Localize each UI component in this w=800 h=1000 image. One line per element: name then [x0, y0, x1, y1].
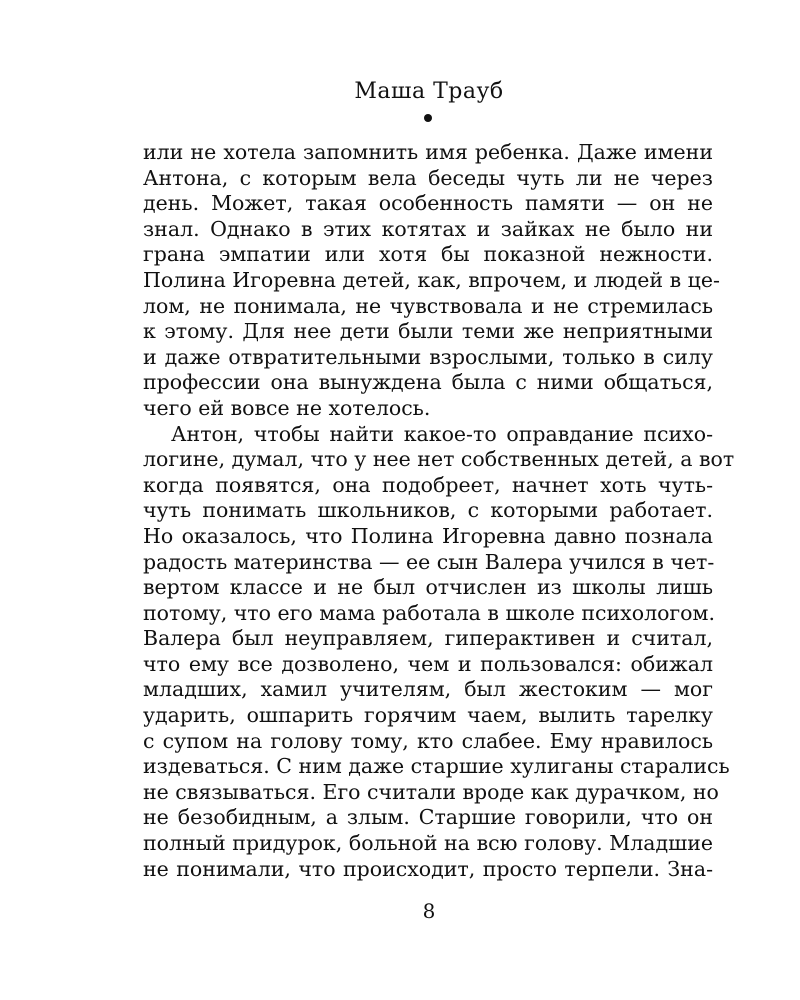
text-line: вертом классе и не был отчислен из школы лишь: [143, 575, 713, 600]
body-text: [143, 140, 735, 882]
text-line: профессии она вынуждена была с ними общаться,: [143, 370, 713, 395]
text-line: Но оказалось, что Полина Игоревна давно познала: [143, 523, 713, 548]
text-line: чуть понимать школьников, с которыми работает.: [143, 498, 713, 523]
page-number: 8: [422, 899, 436, 923]
text-line: не безобидным, а злым. Старшие говорили, что он: [143, 805, 713, 830]
text-line: что ему все дозволено, чем и пользовался: обижал: [143, 651, 713, 676]
text-line: логине, думал, что у нее нет собственных детей, а вот: [143, 447, 735, 472]
text-line: с супом на голову тому, кто слабее. Ему нравилось: [143, 728, 713, 753]
text-line: чего ей вовсе не хотелось.: [143, 395, 431, 420]
text-line: младших, хамил учителям, был жестоким — мог: [143, 677, 713, 702]
text-line: не связываться. Его считали вроде как дурачком, но: [143, 779, 719, 804]
text-line: к этому. Для нее дети были теми же неприятными: [143, 319, 713, 344]
text-line: ударить, ошпарить горячим чаем, вылить тарелку: [143, 703, 713, 728]
paragraph: [143, 421, 735, 883]
text-line: Антон, чтобы найти какое-то оправдание психо-: [171, 421, 713, 446]
text-line: день. Может, такая особенность памяти — он не: [143, 191, 713, 216]
text-line: грана эмпатии или хотя бы показной нежности.: [143, 242, 713, 267]
ornament-dot: [424, 114, 432, 122]
text-line: полный придурок, больной на всю голову. Младшие: [143, 831, 713, 856]
text-line: Антона, с которым вела беседы чуть ли не через: [143, 165, 713, 190]
running-head-author: Маша Трауб: [354, 79, 504, 104]
text-line: издеваться. С ним даже старшие хулиганы старались: [143, 754, 730, 779]
text-line: или не хотела запомнить имя ребенка. Даже имени: [143, 140, 713, 164]
text-line: и даже отвратительными взрослыми, только в силу: [143, 344, 713, 369]
text-line: лом, не понимала, не чувствовала и не стремилась: [143, 293, 713, 318]
text-line: потому, что его мама работала в школе психологом.: [143, 600, 715, 625]
text-line: Валера был неуправляем, гиперактивен и считал,: [143, 626, 713, 651]
text-line: знал. Однако в этих котятах и зайках не было ни: [143, 216, 713, 241]
paragraph: [143, 140, 720, 422]
text-line: когда появятся, она подобреет, начнет хоть чуть-: [143, 472, 713, 497]
text-line: радость материнства — ее сын Валера учился в чет-: [143, 549, 715, 574]
text-line: не понимали, что происходит, просто терпели. Зна-: [143, 856, 713, 881]
text-line: Полина Игоревна детей, как, впрочем, и людей в це-: [143, 267, 720, 292]
